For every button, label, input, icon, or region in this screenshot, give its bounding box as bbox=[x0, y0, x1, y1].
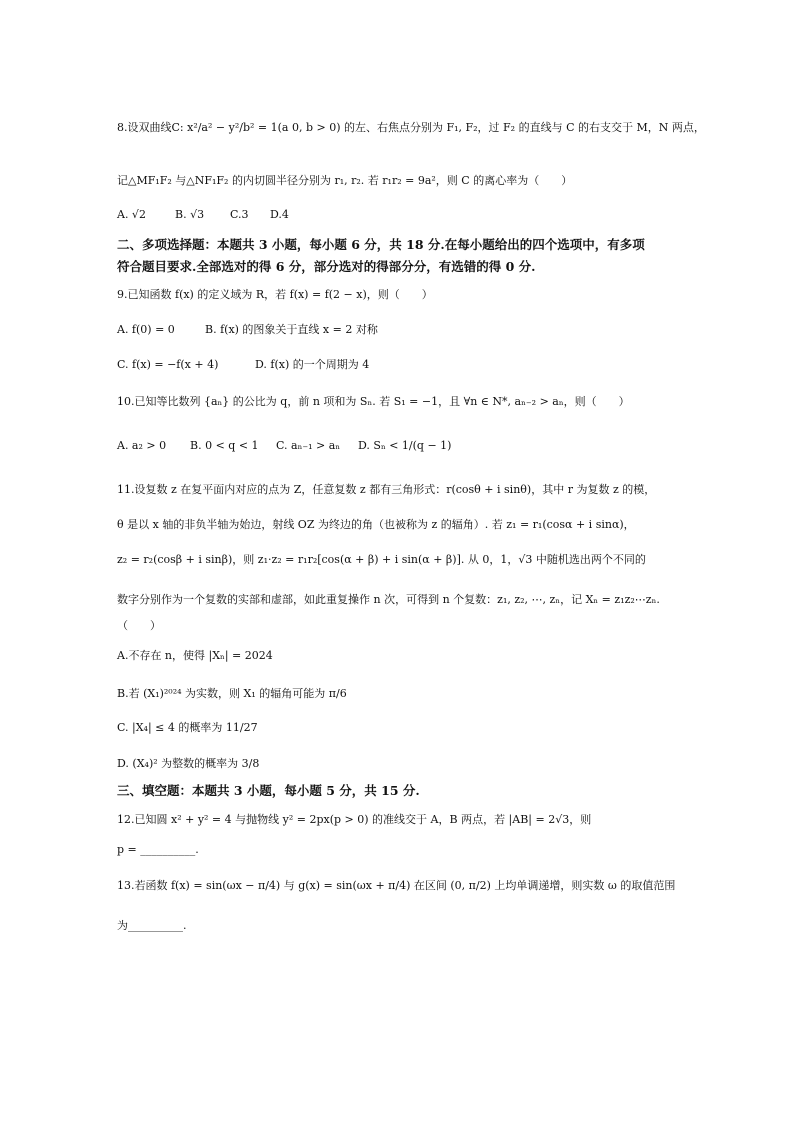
q11-stem-line4: 数字分别作为一个复数的实部和虚部，如此重复操作 n 次，可得到 n 个复数：z₁, z₂, ⋯, zₙ，记 Xₙ = z₁z₂⋯zₙ. bbox=[117, 593, 660, 606]
q9-option-b: B. f(x) 的图象关于直线 x = 2 对称 bbox=[205, 323, 378, 336]
q8-option-b: B. √3 bbox=[175, 208, 205, 221]
q11-option-d: D. (X₄)² 为整数的概率为 3/8 bbox=[117, 757, 260, 770]
q8-option-a: A. √2 bbox=[117, 208, 146, 221]
q10-option-b: B. 0 < q < 1 bbox=[190, 439, 259, 452]
q8-stem-line2: 记△MF₁F₂ 与△NF₁F₂ 的内切圆半径分别为 r₁, r₂. 若 r₁r₂ = 9a²，则 C 的离心率为（ ） bbox=[117, 174, 573, 187]
q11-option-c: C. |X₄| ≤ 4 的概率为 11/27 bbox=[117, 721, 258, 734]
q13-stem-line2: 为__________. bbox=[117, 919, 187, 932]
q10-option-d: D. Sₙ < 1/(q − 1) bbox=[358, 439, 452, 452]
q9-option-a: A. f(0) = 0 bbox=[117, 323, 175, 336]
q12-stem-line1: 12.已知圆 x² + y² = 4 与抛物线 y² = 2px(p > 0) 的准线交于 A，B 两点，若 |AB| = 2√3，则 bbox=[117, 813, 592, 826]
q9-option-d: D. f(x) 的一个周期为 4 bbox=[255, 358, 370, 371]
q13-stem-line1: 13.若函数 f(x) = sin(ωx − π/4) 与 g(x) = sin(ωx + π/4) 在区间 (0, π/2) 上均单调递增，则实数 ω 的取值范围 bbox=[117, 879, 676, 892]
q9-option-c: C. f(x) = −f(x + 4) bbox=[117, 358, 219, 371]
q12-stem-line2: p = __________. bbox=[117, 843, 199, 856]
q11-option-b: B.若 (X₁)²⁰²⁴ 为实数，则 X₁ 的辐角可能为 π/6 bbox=[117, 687, 347, 700]
section2-heading-line2: 符合题目要求.全部选对的得 6 分，部分选对的得部分分，有选错的得 0 分. bbox=[117, 259, 536, 274]
q8-option-d: D.4 bbox=[270, 208, 289, 221]
q11-stem-line1: 11.设复数 z 在复平面内对应的点为 Z，任意复数 z 都有三角形式：r(cosθ + i sinθ)，其中 r 为复数 z 的模， bbox=[117, 483, 656, 496]
q10-option-a: A. a₂ > 0 bbox=[117, 439, 167, 452]
q11-stem-line3: z₂ = r₂(cosβ + i sinβ)，则 z₁·z₂ = r₁r₂[cos(α + β) + i sin(α + β)]. 从 0，1，√3 中随机选出两个不同的 bbox=[117, 553, 646, 566]
q10-option-c: C. aₙ₋₁ > aₙ bbox=[276, 439, 341, 452]
q11-option-a: A.不存在 n，使得 |Xₙ| = 2024 bbox=[117, 649, 273, 662]
q9-stem: 9.已知函数 f(x) 的定义域为 R，若 f(x) = f(2 − x)，则（ ） bbox=[117, 288, 433, 301]
section3-heading: 三、填空题：本题共 3 小题，每小题 5 分，共 15 分. bbox=[117, 783, 420, 798]
q8-stem-line1: 8.设双曲线C: x²/a² − y²/b² = 1(a 0, b > 0) 的左、右焦点分别为 F₁, F₂，过 F₂ 的直线与 C 的右支交于 M，N 两点， bbox=[117, 121, 705, 134]
q8-option-c: C.3 bbox=[230, 208, 249, 221]
q11-stem-line5: （ ） bbox=[117, 619, 161, 632]
section2-heading-line1: 二、多项选择题：本题共 3 小题，每小题 6 分，共 18 分.在每小题给出的四个选项中，有多项 bbox=[117, 237, 645, 252]
q10-stem: 10.已知等比数列 {aₙ} 的公比为 q，前 n 项和为 Sₙ. 若 S₁ = −1，且 ∀n ∈ N*, aₙ₋₂ > aₙ，则（ ） bbox=[117, 395, 630, 408]
q11-stem-line2: θ 是以 x 轴的非负半轴为始边，射线 OZ 为终边的角（也被称为 z 的辐角）. 若 z₁ = r₁(cosα + i sinα)， bbox=[117, 518, 635, 531]
